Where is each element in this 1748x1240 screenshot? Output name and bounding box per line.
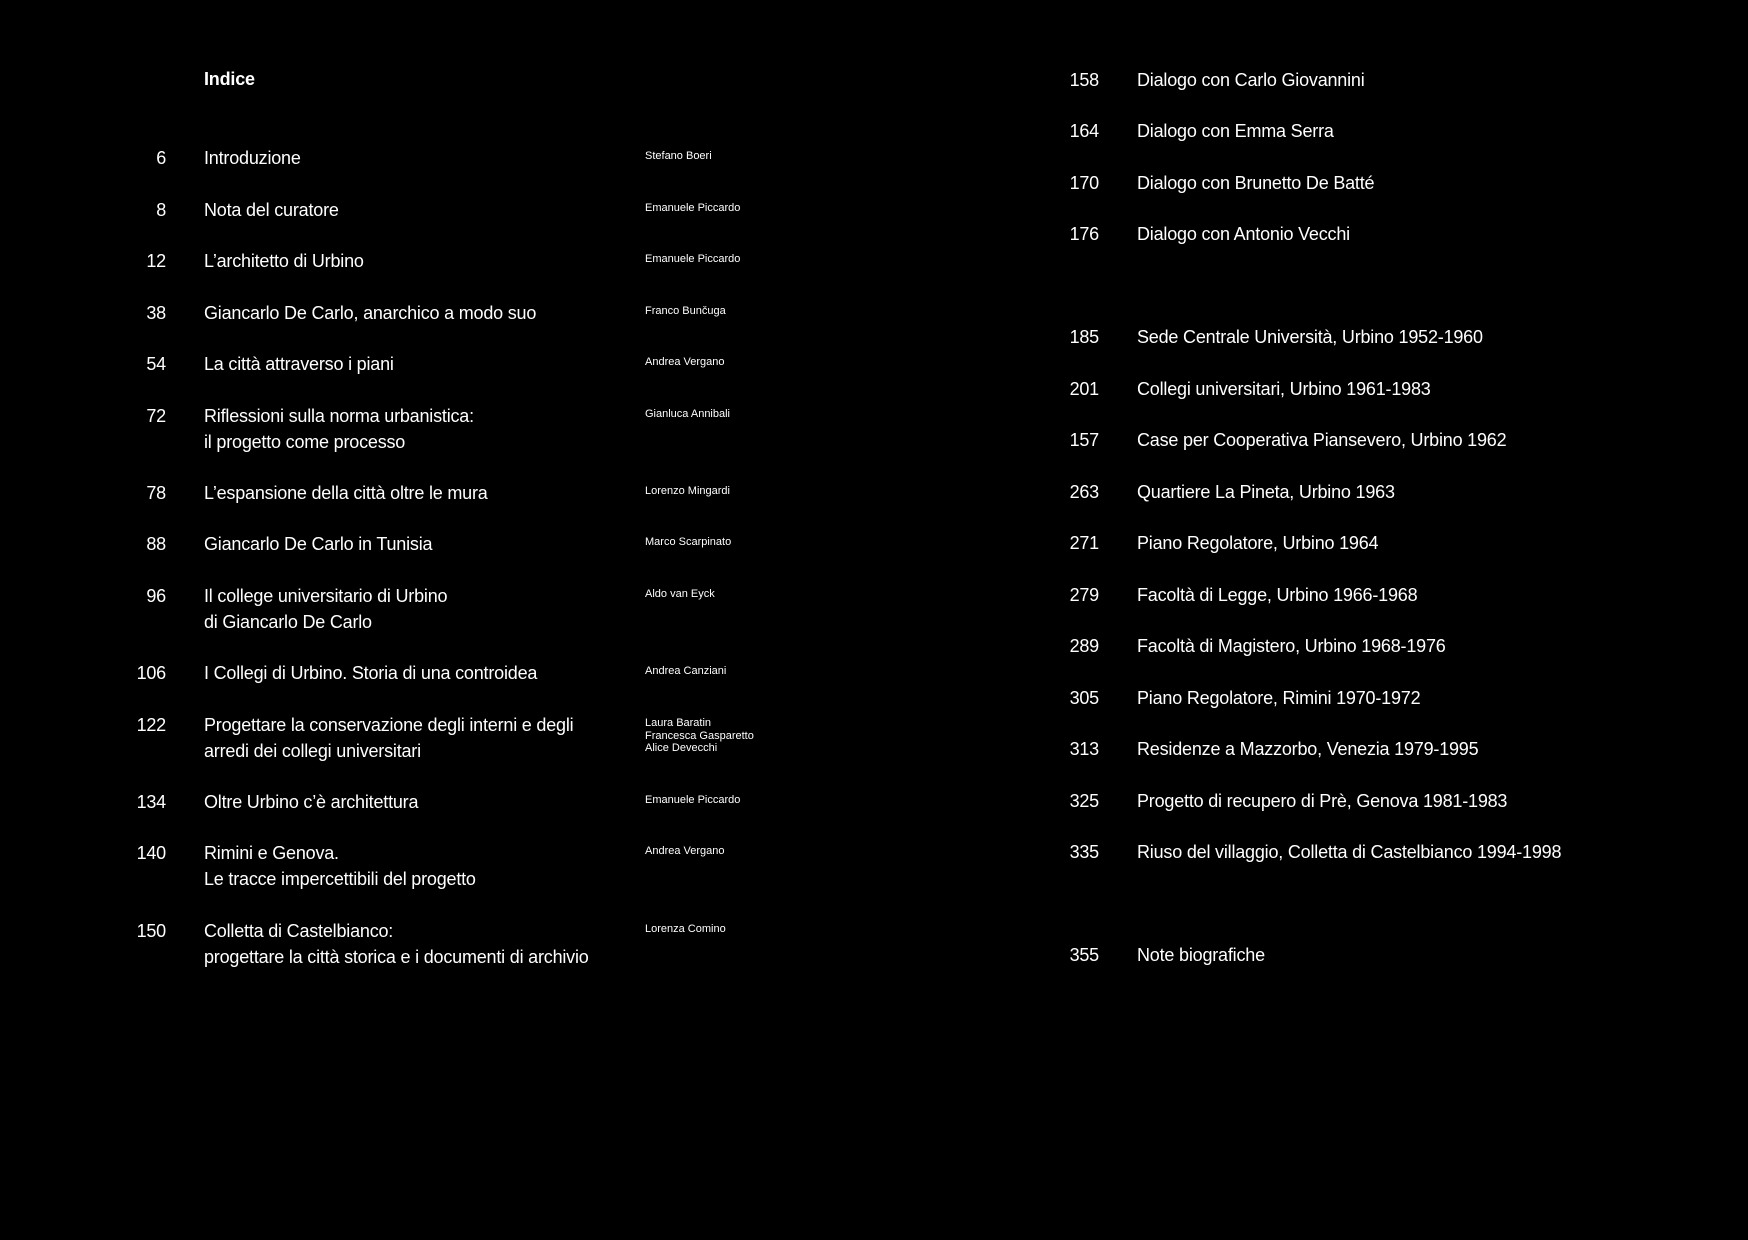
toc-page-number: 313 (1069, 739, 1099, 759)
toc-entry-author (645, 536, 731, 549)
toc-entry-title-line: Riuso del villaggio, Colletta di Castelbianco 1994-1998 (1137, 842, 1562, 862)
toc-entry-title-line: Giancarlo De Carlo in Tunisia (204, 534, 433, 554)
toc-page-number: 170 (1069, 173, 1099, 193)
toc-entry-title (1137, 479, 1395, 505)
toc-entry-title-line: Il college universitario di Urbino (204, 586, 448, 606)
toc-entry-title (204, 660, 537, 686)
toc-entry-title (1137, 376, 1431, 402)
toc-entry-title-line: L’architetto di Urbino (204, 251, 364, 271)
toc-page-number: 88 (146, 534, 166, 554)
toc-author-name: Lorenza Comino (645, 923, 726, 935)
toc-author-name: Lorenzo Mingardi (645, 485, 730, 497)
toc-entry-title-line: Riflessioni sulla norma urbanistica: (204, 406, 474, 426)
toc-page-number: 8 (156, 200, 166, 220)
toc-entry-title (1137, 221, 1350, 247)
toc-entry-title-line: progettare la città storica e i documenti di archivio (204, 947, 589, 967)
toc-author-name: Franco Bunčuga (645, 305, 726, 317)
toc-entry-title-line: il progetto come processo (204, 432, 406, 452)
toc-entry-title (1137, 736, 1478, 762)
toc-entry-title-line: Dialogo con Carlo Giovannini (1137, 70, 1365, 90)
toc-entry-title-line: Piano Regolatore, Rimini 1970-1972 (1137, 688, 1421, 708)
toc-entry-title-line: Piano Regolatore, Urbino 1964 (1137, 533, 1379, 553)
toc-author-name: Gianluca Annibali (645, 408, 731, 420)
toc-author-name: Marco Scarpinato (645, 536, 732, 548)
toc-entry-title-line: Note biografiche (1137, 945, 1265, 965)
toc-entry-title (204, 918, 589, 970)
toc-entry-title (1137, 788, 1507, 814)
toc-page-number: 78 (146, 483, 166, 503)
toc-entry-title-line: Residenze a Mazzorbo, Venezia 1979-1995 (1137, 739, 1479, 759)
toc-entry-title (204, 300, 536, 326)
toc-entry-title-line: Rimini e Genova. (204, 843, 339, 863)
toc-entry-title (1137, 942, 1265, 968)
toc-entry-author (645, 305, 726, 318)
toc-entry-title-line: L’espansione della città oltre le mura (204, 483, 488, 503)
toc-entry-title (1137, 324, 1483, 350)
toc-entry-title (204, 145, 301, 171)
toc-entry-title-line: Sede Centrale Università, Urbino 1952-1960 (1137, 327, 1483, 347)
toc-author-name: Laura Baratin (645, 717, 712, 729)
toc-entry-title (204, 712, 573, 764)
toc-entry-author (645, 202, 740, 215)
toc-entry-title-line: Colletta di Castelbianco: (204, 921, 394, 941)
toc-entry-title-line: Nota del curatore (204, 200, 339, 220)
toc-entry-title-line: I Collegi di Urbino. Storia di una controidea (204, 663, 538, 683)
toc-entry-title (1137, 839, 1561, 865)
toc-page-number: 201 (1069, 379, 1099, 399)
toc-author-name: Andrea Vergano (645, 356, 725, 368)
toc-entry-author (645, 253, 740, 266)
toc-page-number: 176 (1069, 224, 1099, 244)
toc-entry-author (645, 717, 754, 755)
toc-entry-title (204, 197, 339, 223)
toc-page-number: 335 (1069, 842, 1099, 862)
toc-entry-title-line: Dialogo con Antonio Vecchi (1137, 224, 1350, 244)
toc-page-number: 122 (136, 715, 166, 735)
toc-entry-title (204, 840, 476, 892)
toc-entry-title-line: Dialogo con Emma Serra (1137, 121, 1334, 141)
toc-entry-title (1137, 530, 1378, 556)
toc-author-name: Aldo van Eyck (645, 588, 715, 600)
toc-entry-title (204, 480, 488, 506)
toc-entry-title (204, 789, 418, 815)
toc-entry-title-line: Facoltà di Legge, Urbino 1966-1968 (1137, 585, 1418, 605)
toc-entry-title (1137, 67, 1365, 93)
toc-entry-title (1137, 170, 1374, 196)
toc-entry-title-line: Collegi universitari, Urbino 1961-1983 (1137, 379, 1431, 399)
toc-author-name: Alice Devecchi (645, 742, 718, 754)
toc-author-name: Emanuele Piccardo (645, 202, 741, 214)
toc-entry-title (1137, 118, 1334, 144)
toc-entry-author (645, 356, 725, 369)
toc-page-number: 6 (156, 148, 166, 168)
toc-page-number: 185 (1069, 327, 1099, 347)
toc-entry-author (645, 408, 730, 421)
toc-page-number: 134 (136, 792, 166, 812)
toc-author-name: Andrea Vergano (645, 845, 725, 857)
toc-entry-title (1137, 685, 1420, 711)
toc-entry-title-line: Quartiere La Pineta, Urbino 1963 (1137, 482, 1395, 502)
toc-entry-title (204, 248, 364, 274)
toc-entry-author (645, 794, 740, 807)
toc-entry-title-line: Progetto di recupero di Prè, Genova 1981-1983 (1137, 791, 1508, 811)
toc-entry-title (1137, 427, 1506, 453)
toc-entry-title (1137, 582, 1417, 608)
toc-entry-title (204, 403, 474, 455)
toc-author-name: Stefano Boeri (645, 150, 712, 162)
toc-page-number: 96 (146, 586, 166, 606)
toc-page-number: 355 (1069, 945, 1099, 965)
toc-entry-title-line: Case per Cooperativa Piansevero, Urbino 1962 (1137, 430, 1507, 450)
index-title: Indice (204, 69, 255, 89)
toc-entry-author (645, 150, 712, 163)
toc-entry-title-line: di Giancarlo De Carlo (204, 612, 372, 632)
toc-entry-title (204, 583, 447, 635)
toc-author-name: Andrea Canziani (645, 665, 727, 677)
toc-page-number: 140 (136, 843, 166, 863)
toc-entry-title-line: La città attraverso i piani (204, 354, 394, 374)
toc-entry-title-line: Facoltà di Magistero, Urbino 1968-1976 (1137, 636, 1446, 656)
toc-entry-author (645, 485, 730, 498)
toc-page-number: 305 (1069, 688, 1099, 708)
toc-page-number: 157 (1069, 430, 1099, 450)
toc-author-name: Emanuele Piccardo (645, 794, 741, 806)
toc-entry-author (645, 923, 726, 936)
toc-entry-title-line: Le tracce impercettibili del progetto (204, 869, 476, 889)
toc-page-number: 289 (1069, 636, 1099, 656)
toc-entry-title (204, 531, 432, 557)
toc-page-number: 271 (1069, 533, 1099, 553)
toc-entry-title (204, 351, 394, 377)
toc-entry-title-line: Oltre Urbino c’è architettura (204, 792, 419, 812)
toc-page-number: 279 (1069, 585, 1099, 605)
toc-entry-author (645, 588, 715, 601)
toc-author-name: Emanuele Piccardo (645, 253, 741, 265)
toc-page-number: 164 (1069, 121, 1099, 141)
toc-page-number: 158 (1069, 70, 1099, 90)
toc-entry-author (645, 665, 726, 678)
toc-page-number: 325 (1069, 791, 1099, 811)
toc-page-number: 38 (146, 303, 166, 323)
toc-page-number: 54 (146, 354, 166, 374)
toc-page-number: 263 (1069, 482, 1099, 502)
toc-entry-title-line: Introduzione (204, 148, 301, 168)
toc-entry-author (645, 845, 725, 858)
toc-entry-title-line: arredi dei collegi universitari (204, 741, 421, 761)
toc-entry-title (1137, 633, 1446, 659)
toc-entry-title-line: Progettare la conservazione degli interni e degli (204, 715, 574, 735)
toc-page-number: 106 (136, 663, 166, 683)
toc-page-number: 150 (136, 921, 166, 941)
toc-entry-title-line: Giancarlo De Carlo, anarchico a modo suo (204, 303, 537, 323)
toc-author-name: Francesca Gasparetto (645, 729, 754, 742)
toc-entry-title-line: Dialogo con Brunetto De Batté (1137, 173, 1375, 193)
toc-page-number: 12 (146, 251, 166, 271)
toc-page-number: 72 (146, 406, 166, 426)
